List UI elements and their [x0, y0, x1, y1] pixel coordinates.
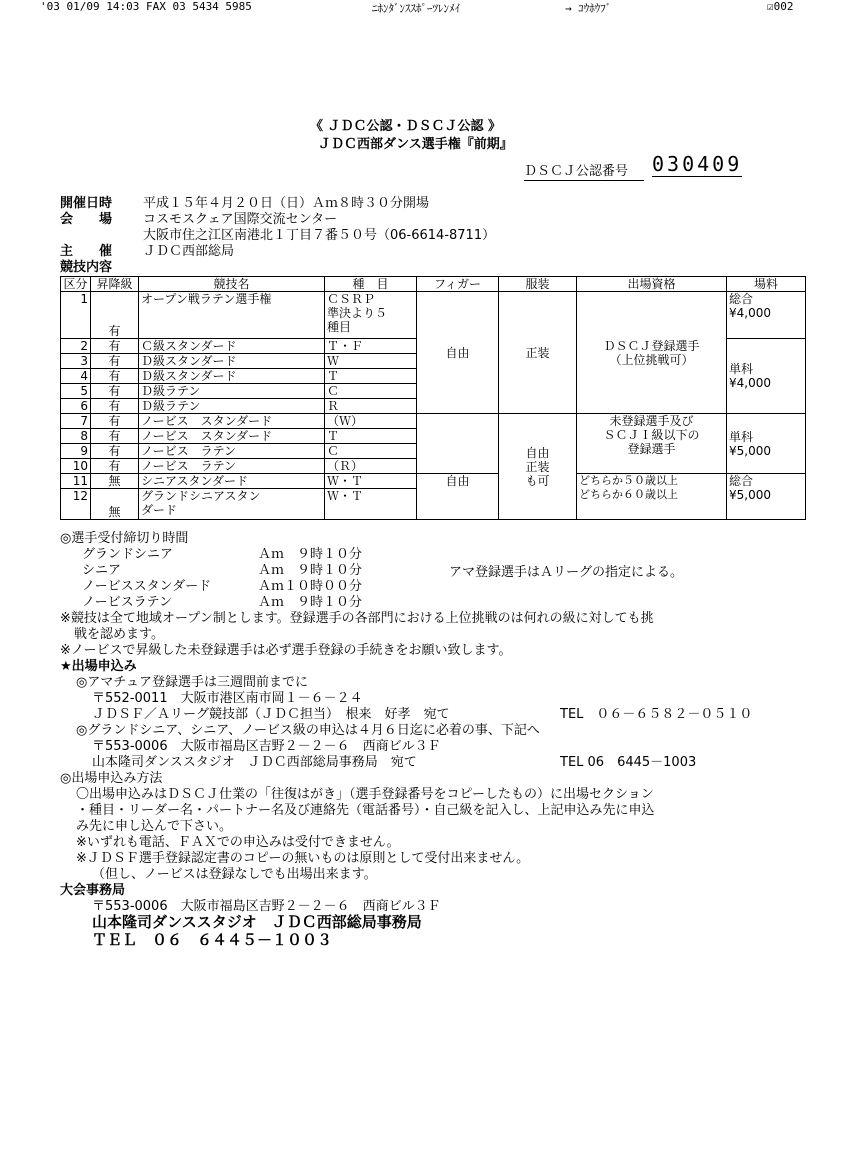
events-table [60, 276, 806, 520]
header-cell: フィガー [417, 277, 499, 292]
method-line: み先に申し込んで下さい。 [76, 819, 233, 834]
deadline-time: Ａｍ１０時００分 [258, 579, 363, 594]
row-no: 11 [61, 474, 91, 489]
date-label: 開催日時 [60, 196, 113, 211]
method-line: ・種目・リーダー名・パートナー名及び連絡先（電話番号）・自己級を記入し、上記申込み先に申込 [76, 803, 655, 818]
row-dance: （Ｗ） [325, 414, 417, 429]
qual-a: ＤＳＣＪ登録選手 （上位挑戦可） [577, 292, 727, 414]
office-name: 山本隆司ダンススタジオ ＪＤＣ西部総局事務局 [92, 913, 422, 931]
method-title: ◎出場申込み方法 [60, 771, 163, 786]
row-dance: Ｗ [325, 354, 417, 369]
row-no: 12 [61, 489, 91, 520]
host-value: ＪＤＣ西部総局 [143, 244, 235, 259]
fee-4: 総合 ¥5,000 [727, 474, 806, 520]
fee-3: 単科 ¥5,000 [727, 414, 806, 474]
venue-address: 大阪市住之江区南港北１丁目７番５０号（06-6614-8711） [143, 228, 496, 243]
cert-label: ＤＳＣＪ公認番号 [524, 164, 644, 181]
row-no: 5 [61, 384, 91, 399]
deadline-time: Ａｍ ９時１０分 [258, 595, 363, 610]
row-dance: Ｗ・Ｔ [325, 474, 417, 489]
row-name: ノービス スタンダード [139, 414, 325, 429]
fee-1: 総合 ¥4,000 [727, 292, 806, 339]
row-no: 6 [61, 399, 91, 414]
row-no: 10 [61, 459, 91, 474]
apply-a-to: ＪＤＳＦ／Ａリーグ競技部（ＪＤＣ担当） 根来 好孝 宛て [92, 707, 450, 722]
method-line: ※いずれも電話、ＦＡＸでの申込みは受付できません。 [76, 835, 400, 850]
row-no: 8 [61, 429, 91, 444]
row-name: グランドシニアスタン ダード [139, 489, 325, 520]
row-promo: 有 [91, 414, 139, 429]
fax-recipient: → ｺｳﾎｳﾌﾞ [565, 2, 612, 15]
row-promo: 有 [91, 459, 139, 474]
table-header-row [61, 277, 806, 292]
qual-b: 未登録選手及び ＳＣＪＩ級以下の 登録選手 [577, 414, 727, 474]
events-label: 競技内容 [60, 260, 113, 275]
apply-b-tel: TEL 06 6445－1003 [560, 755, 697, 770]
row-name: Ｄ級ラテン [139, 399, 325, 414]
header-cell: 種 目 [325, 277, 417, 292]
row-name: ノービス ラテン [139, 444, 325, 459]
deadline-time: Ａｍ ９時１０分 [258, 563, 363, 578]
row-promo: 有 [91, 444, 139, 459]
row-no: 2 [61, 339, 91, 354]
header-cell: 競技名 [139, 277, 325, 292]
apply-a-head: ◎アマチュア登録選手は三週間前までに [76, 675, 308, 690]
header-cell: 出場資格 [577, 277, 727, 292]
row-dance: Ｔ [325, 429, 417, 444]
row-promo: 有 [91, 399, 139, 414]
apply-b-to: 山本隆司ダンススタジオ ＪＤＣ西部総局事務局 宛て [92, 755, 417, 770]
office-addr: 〒553-0006 大阪市福島区吉野２－２－６ 西商ビル３Ｆ [92, 899, 441, 914]
deadline-note: アマ登録選手はＡリーグの指定による。 [449, 565, 684, 580]
apply-a-tel: TEL ０６－６５８２－０５１０ [560, 707, 753, 722]
dress-b: 自由 正装 も可 [499, 414, 577, 520]
header-cell: 場料 [727, 277, 806, 292]
venue-label: 会 場 [60, 212, 113, 227]
row-name: Ｃ級スタンダード [139, 339, 325, 354]
header-cell: 服装 [499, 277, 577, 292]
deadline-title: ◎選手受付締切り時間 [60, 531, 189, 546]
deadline-time: Ａｍ ９時１０分 [258, 547, 363, 562]
row-name: Ｄ級スタンダード [139, 354, 325, 369]
row-no: 4 [61, 369, 91, 384]
fax-datetime: '03 01/09 14:03 FAX 03 5434 5985 [40, 0, 252, 13]
deadline-label: ノービスラテン [82, 595, 172, 610]
method-line: 〇出場申込みはＤＳＣＪ仕業の「往復はがき」（選手登録番号をコピーしたもの）に出場セクション [76, 787, 654, 802]
fax-sender: ﾆﾎﾝﾀﾞﾝｽｽﾎﾟｰﾂﾚﾝﾒｲ [372, 2, 460, 15]
row-dance: ＣＳＲＰ 準決より５ 種目 [325, 292, 417, 339]
office-title: 大会事務局 [60, 883, 126, 898]
row-promo: 有 [91, 384, 139, 399]
row-promo: 有 [91, 292, 139, 339]
apply-b-addr: 〒553-0006 大阪市福島区吉野２－２－６ 西商ビル３Ｆ [92, 739, 441, 754]
qual-c: どちらか５０歳以上 どちらか６０歳以上 [577, 474, 727, 520]
fax-page: ☑002 [767, 0, 794, 13]
row-name: ノービス スタンダード [139, 429, 325, 444]
cert-number: 030409 [652, 152, 743, 176]
row-name: ノービス ラテン [139, 459, 325, 474]
row-name: オープン戦ラテン選手権 [139, 292, 325, 339]
row-name: Ｄ級スタンダード [139, 369, 325, 384]
note-1a: ※競技は全て地域オープン制とします。登録選手の各部門における上位挑戦のは何れの級に対しても挑 [60, 611, 654, 626]
row-dance: Ｒ [325, 399, 417, 414]
row-no: 9 [61, 444, 91, 459]
row-promo: 有 [91, 429, 139, 444]
row-dance: Ｗ・Ｔ [325, 489, 417, 520]
header-cell: 昇降級 [91, 277, 139, 292]
deadline-label: シニア [82, 563, 122, 578]
row-no: 3 [61, 354, 91, 369]
row-dance: Ｃ [325, 384, 417, 399]
host-label: 主 催 [60, 244, 113, 259]
header-cell: 区分 [61, 277, 91, 292]
apply-b-head: ◎グランドシニア、シニア、ノービス級の申込は４月６日迄に必着の事、下記へ [76, 723, 540, 738]
deadline-label: ノービススタンダード [82, 579, 212, 594]
table-row [61, 292, 806, 339]
row-promo: 無 [91, 474, 139, 489]
row-promo: 有 [91, 354, 139, 369]
row-dance: Ｔ [325, 369, 417, 384]
row-name: Ｄ級ラテン [139, 384, 325, 399]
row-promo: 有 [91, 339, 139, 354]
row-dance: （Ｒ） [325, 459, 417, 474]
title-line1: 《 ＪＤＣ公認・ＤＳＣＪ公認 》 [310, 119, 502, 134]
figure-b: 自由 [417, 474, 499, 520]
table-row [61, 474, 806, 489]
date-value: 平成１５年４月２０日（日）Ａｍ８時３０分開場 [143, 196, 430, 211]
table-row [61, 414, 806, 429]
row-promo: 無 [91, 489, 139, 520]
row-dance: Ｔ・Ｆ [325, 339, 417, 354]
apply-a-addr: 〒552-0011 大阪市港区南市岡１－６－２４ [92, 691, 363, 706]
note-2: ※ノービスで昇級した未登録選手は必ず選手登録の手続きをお願い致します。 [60, 643, 512, 658]
row-no: 7 [61, 414, 91, 429]
note-1b: 戦を認めます。 [74, 627, 164, 642]
dress-a: 正装 [499, 292, 577, 414]
row-name: シニアスタンダード [139, 474, 325, 489]
row-dance: Ｃ [325, 444, 417, 459]
fee-2: 単科 ¥4,000 [727, 339, 806, 414]
deadline-label: グランドシニア [82, 547, 174, 562]
office-tel: ＴＥＬ ０６ ６４４５－１００３ [92, 931, 333, 949]
apply-title: ★出場申込み [60, 659, 137, 674]
row-no: 1 [61, 292, 91, 339]
figure-a: 自由 [417, 292, 499, 414]
title-line2: ＪＤＣ西部ダンス選手権『前期』 [318, 137, 513, 152]
method-line: ※ＪＤＳＦ選手登録認定書のコピーの無いものは原則として受付出来ません。 [76, 851, 530, 866]
figure-empty [417, 414, 499, 474]
row-promo: 有 [91, 369, 139, 384]
method-line: （但し、ノービスは登録なしでも出場出来ます。 [92, 867, 377, 882]
venue-value: コスモスクェア国際交流センター [143, 212, 338, 227]
